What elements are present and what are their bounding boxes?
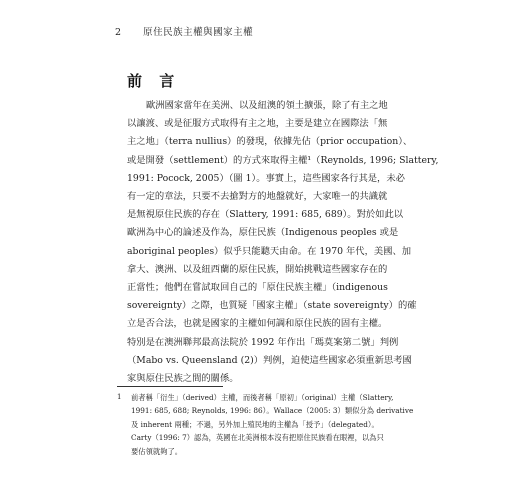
footnote-line: 前者稱「衍生」（derived）主權，而後者稱「原初」（original）主權（Slattery, [131, 393, 394, 402]
running-header [115, 24, 253, 38]
body-paragraph [127, 97, 439, 388]
body-line: 以讓渡、或是征服方式取得有主之地，主要是建立在國際法「無 [127, 118, 388, 130]
body-line: 歐洲為中心的論述及作為，原住民族（Indigenous peoples 或是 [127, 227, 399, 239]
body-line: 主之地」（terra nullius）的發現，依據先佔（prior occupation）、 [127, 136, 413, 148]
body-line: aboriginal peoples）似乎只能聽天由命。在 1970 年代，美國、加 [127, 245, 412, 257]
body-line: 立是否合法，也就是國家的主權如何調和原住民族的固有主權。 [127, 318, 388, 330]
footnote-line: 及 inherent 兩種；不過，另外加上殖民地的主權為「授予」（delegated）。 [131, 419, 379, 429]
body-line: （Mabo vs. Queensland (2)）判例，迫使這些國家必須重新思考國 [127, 354, 412, 366]
footnote-line: 1991: 685, 688; Reynolds, 1996: 86）。Wallace（2005: 3）類似分為 derivative [131, 406, 414, 416]
footnote-divider [117, 386, 223, 387]
footnote-line: Carty（1996: 7）認為，英國在北美洲根本沒有把原住民族看在眼裡，以為只 [131, 433, 384, 443]
body-line: 1991: Pocock, 2005）（圖 1）。事實上，這些國家各行其是，未必 [127, 172, 405, 184]
body-line: 是無視原住民族的存在（Slattery, 1991: 685, 689）。對於如此以 [127, 209, 404, 221]
body-line: 家與原住民族之間的關係。 [127, 373, 239, 385]
running-title: 原住民族主權與國家主權 [143, 27, 254, 38]
body-line: 歐洲國家當年在美洲、以及紐澳的領土擴張，除了有主之地 [146, 100, 388, 111]
footnote-marker: 1 [117, 393, 122, 401]
body-line: 或是開發（settlement）的方式來取得主權¹（Reynolds, 1996; Slattery, [127, 154, 439, 166]
section-title: 前 言 [127, 72, 181, 90]
footnote [117, 391, 413, 458]
body-line: 有一定的章法，只要不去搶對方的地盤就好，大家唯一的共識就 [127, 191, 388, 203]
body-line: 拿大、澳洲、以及紐西蘭的原住民族，開始挑戰這些國家存在的 [127, 263, 388, 275]
body-line: sovereignty）之際，也質疑「國家主權」（state sovereignty）的確 [127, 300, 417, 312]
footnote-line: 要佔領就夠了。 [131, 446, 183, 456]
body-line: 正當性；他們在嘗試取回自己的「原住民族主權」（indigenous [127, 282, 388, 294]
body-line: 特別是在澳洲聯邦最高法院於 1992 年作出「瑪莫案第二號」判例 [127, 336, 399, 348]
page-number: 2 [115, 27, 122, 38]
